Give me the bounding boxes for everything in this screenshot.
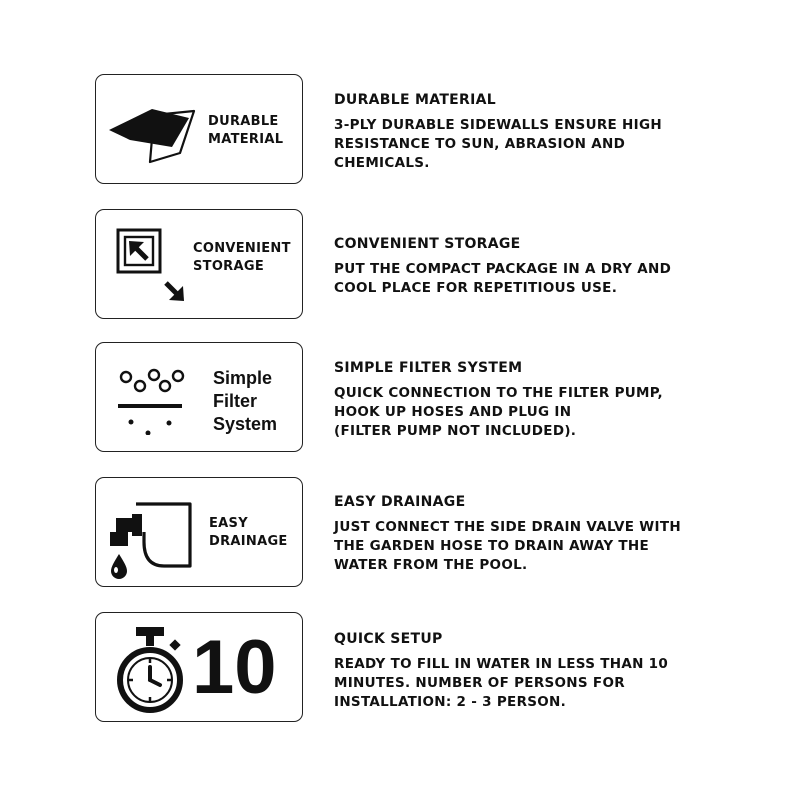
quick-setup-badge (95, 612, 303, 722)
durable-material-badge (95, 74, 303, 184)
feature-title: QUICK SETUP (334, 631, 443, 647)
feature-description: PUT THE COMPACT PACKAGE IN A DRY AND COOL PLACE FOR REPETITIOUS USE. (334, 261, 672, 296)
feature-description: QUICK CONNECTION TO THE FILTER PUMP, HOOK UP HOSES AND PLUG IN (FILTER PUMP NOT INCLUDED). (334, 385, 663, 439)
sheet-material-icon (106, 105, 196, 165)
feature-easy-drainage (334, 493, 774, 575)
feature-durable-material (334, 91, 774, 173)
drain-faucet-icon (106, 494, 196, 584)
feature-description: 3-PLY DURABLE SIDEWALLS ENSURE HIGH RESISTANCE TO SUN, ABRASION AND CHEMICALS. (334, 117, 662, 171)
feature-title: DURABLE MATERIAL (334, 92, 496, 108)
easy-drainage-badge (95, 477, 303, 587)
feature-title: SIMPLE FILTER SYSTEM (334, 360, 523, 376)
feature-quick-setup (334, 630, 774, 712)
feature-convenient-storage (334, 235, 774, 298)
setup-minutes-number: 10 (192, 625, 277, 710)
badge-label: DURABLE MATERIAL (208, 114, 284, 147)
feature-title: CONVENIENT STORAGE (334, 236, 521, 252)
badge-label: CONVENIENT STORAGE (193, 241, 291, 274)
convenient-storage-badge (95, 209, 303, 319)
storage-arrows-icon (114, 227, 194, 307)
badge-label: Simple Filter System (213, 368, 278, 434)
filter-particles-icon (114, 365, 194, 435)
feature-simple-filter-system (334, 359, 774, 441)
simple-filter-badge (95, 342, 303, 452)
feature-description: READY TO FILL IN WATER IN LESS THAN 10 MINUTES. NUMBER OF PERSONS FOR INSTALLATION: 2 - 3 PERSON. (334, 656, 669, 710)
stopwatch-icon (110, 623, 190, 715)
badge-label: EASY DRAINAGE (209, 516, 288, 549)
feature-title: EASY DRAINAGE (334, 494, 466, 510)
feature-description: JUST CONNECT THE SIDE DRAIN VALVE WITH THE GARDEN HOSE TO DRAIN AWAY THE WATER FROM THE POOL. (334, 519, 681, 573)
